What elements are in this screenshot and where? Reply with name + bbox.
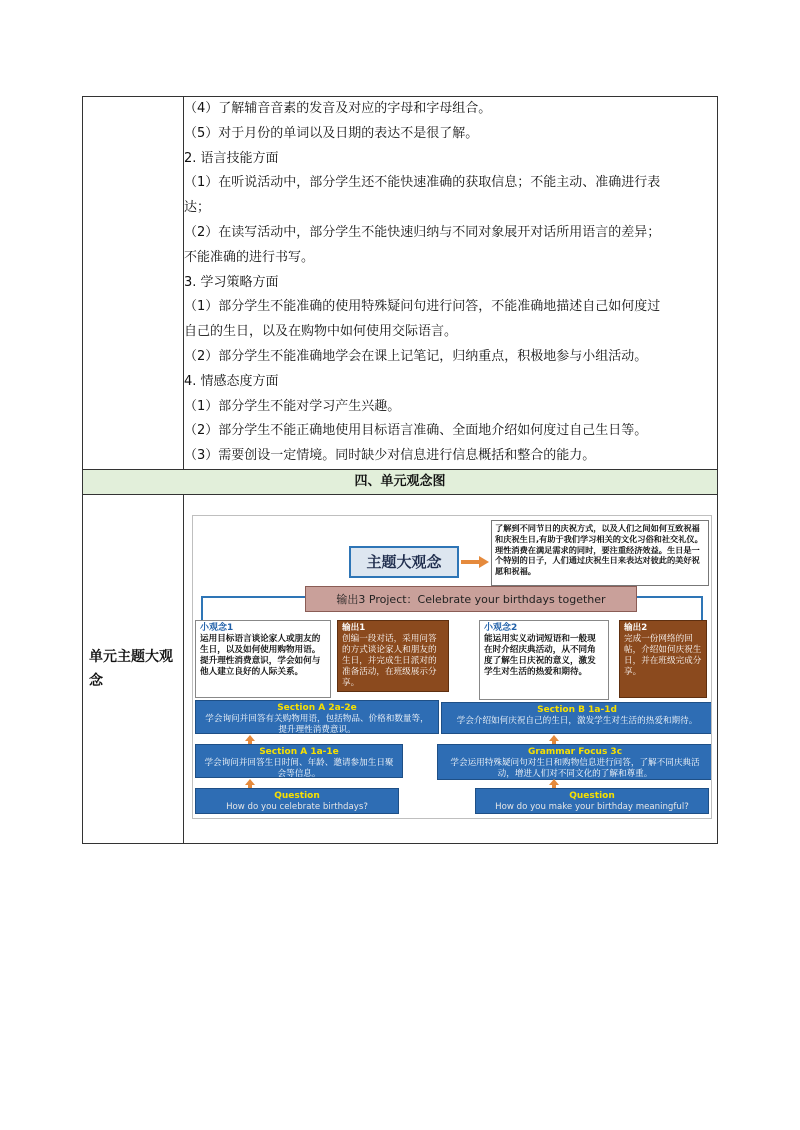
- grammar-focus-title: Grammar Focus 3c: [527, 746, 623, 757]
- analysis-line: 4. 情感态度方面: [184, 373, 279, 389]
- section-header: 四、单元观念图: [83, 469, 718, 494]
- question2-title: Question: [569, 790, 615, 801]
- output3-box: 输出3 Project：Celebrate your birthdays together: [305, 586, 637, 612]
- concept1-text: 运用目标语言谈论家人或朋友的生日，以及如何使用购物用语。提升理性消费意识，学会如何与他人建立良好的人际关系。: [200, 633, 321, 677]
- empty-label-cell: [83, 97, 184, 470]
- output1-title: 输出1: [342, 622, 366, 633]
- row-label-line-1: 单元主题大观: [89, 648, 173, 665]
- analysis-content-cell: [184, 97, 718, 470]
- output2-title: 输出2: [624, 622, 648, 633]
- question1-box: [195, 788, 399, 814]
- analysis-line: （2）部分学生不能准确地学会在课上记笔记，归纳重点，积极地参与小组活动。: [184, 348, 648, 364]
- concept2-box: [479, 620, 609, 700]
- output2-text: 完成一份网络的回帖，介绍如何庆祝生日，并在班级完成分享。: [624, 633, 702, 677]
- analysis-line: （5）对于月份的单词以及日期的表达不是很了解。: [184, 125, 479, 141]
- analysis-line: （1）部分学生不能对学习产生兴趣。: [184, 398, 401, 414]
- connector-line: [201, 596, 305, 598]
- connector-line: [637, 596, 703, 598]
- output1-text: 创编一段对话，采用问答的方式谈论家人和朋友的生日，并完成生日派对的准备活动，在班级展示分享。: [342, 633, 437, 688]
- question1-title: Question: [274, 790, 320, 801]
- unit-concept-map: [192, 515, 712, 819]
- document-table: [82, 96, 718, 844]
- theme-big-idea-box: 主题大观念: [349, 546, 459, 578]
- analysis-row: [83, 97, 718, 470]
- connector-line: [201, 596, 203, 620]
- analysis-line: 达；: [184, 200, 211, 216]
- section-a-2a-2e-title: Section A 2a-2e: [277, 702, 357, 713]
- section-a-1a-1e-box: [195, 744, 403, 778]
- grammar-focus-box: [437, 744, 712, 780]
- diagram-cell: [184, 494, 718, 843]
- concept2-text: 能运用实义动词短语和一般现在时介绍庆典活动，从不同角度了解生日庆祝的意义，激发学生对生活的热爱和期待。: [484, 633, 596, 677]
- section-b-1a-1d-box: [441, 702, 712, 734]
- section-header-row: [83, 469, 718, 494]
- analysis-line: （2）在读写活动中，部分学生不能快速归纳与不同对象展开对话所用语言的差异；: [184, 224, 661, 240]
- analysis-line: （2）部分学生不能正确地使用目标语言准确、全面地介绍如何度过自己生日等。: [184, 423, 648, 439]
- row-label-cell: [83, 494, 184, 843]
- output1-box: [337, 620, 449, 692]
- section-b-1a-1d-title: Section B 1a-1d: [537, 704, 617, 715]
- row-label-line-2: 念: [89, 672, 103, 689]
- question1-text: How do you celebrate birthdays?: [226, 801, 368, 812]
- concept2-title: 小观念2: [484, 622, 518, 633]
- analysis-line: （4）了解辅音音素的发音及对应的字母和字母组合。: [184, 101, 492, 116]
- analysis-line: （1）部分学生不能准确的使用特殊疑问句进行问答，不能准确地描述自己如何度过: [184, 299, 661, 315]
- analysis-line: 2. 语言技能方面: [184, 150, 279, 166]
- section-a-2a-2e-text: 学会询问并回答有关购物用语，包括物品、价格和数量等，提升理性消费意识。: [205, 713, 429, 735]
- question2-box: [475, 788, 709, 814]
- section-a-1a-1e-title: Section A 1a-1e: [259, 746, 339, 757]
- analysis-line: （1）在听说活动中，部分学生还不能快速准确的获取信息；不能主动、准确进行表: [184, 175, 661, 191]
- analysis-line: 3. 学习策略方面: [184, 274, 279, 290]
- concept-map-row: [83, 494, 718, 843]
- concept1-box: [195, 620, 331, 698]
- connector-line: [701, 596, 703, 620]
- analysis-line: （3）需要创设一定情境。同时缺少对信息进行信息概括和整合的能力。: [184, 448, 596, 464]
- section-b-1a-1d-text: 学会介绍如何庆祝自己的生日，激发学生对生活的热爱和期待。: [456, 715, 698, 726]
- analysis-line: 自己的生日，以及在购物中如何使用交际语言。: [184, 324, 458, 340]
- arrow-right-icon: [461, 556, 489, 568]
- theme-description-box: 了解到不同节日的庆祝方式，以及人们之间如何互致祝福和庆祝生日,有助于我们学习相关的文化习俗和社交礼仪。理性消费在满足需求的同时，要注重经济效益。生日是一个特别的日子，人们通过庆祝生日来表达对彼此的美好祝愿和祝福。: [491, 520, 709, 586]
- grammar-focus-text: 学会运用特殊疑问句对生日和购物信息进行问答，了解不同庆典活动，增进人们对不同文化的了解和尊重。: [450, 757, 700, 779]
- concept1-title: 小观念1: [200, 622, 234, 633]
- question2-text: How do you make your birthday meaningful?: [495, 801, 689, 812]
- analysis-line: 不能准确的进行书写。: [184, 249, 315, 265]
- output2-box: [619, 620, 707, 698]
- section-a-2a-2e-box: [195, 700, 439, 734]
- section-a-1a-1e-text: 学会询问并回答生日时间、年龄、邀请参加生日聚会等信息。: [204, 757, 394, 779]
